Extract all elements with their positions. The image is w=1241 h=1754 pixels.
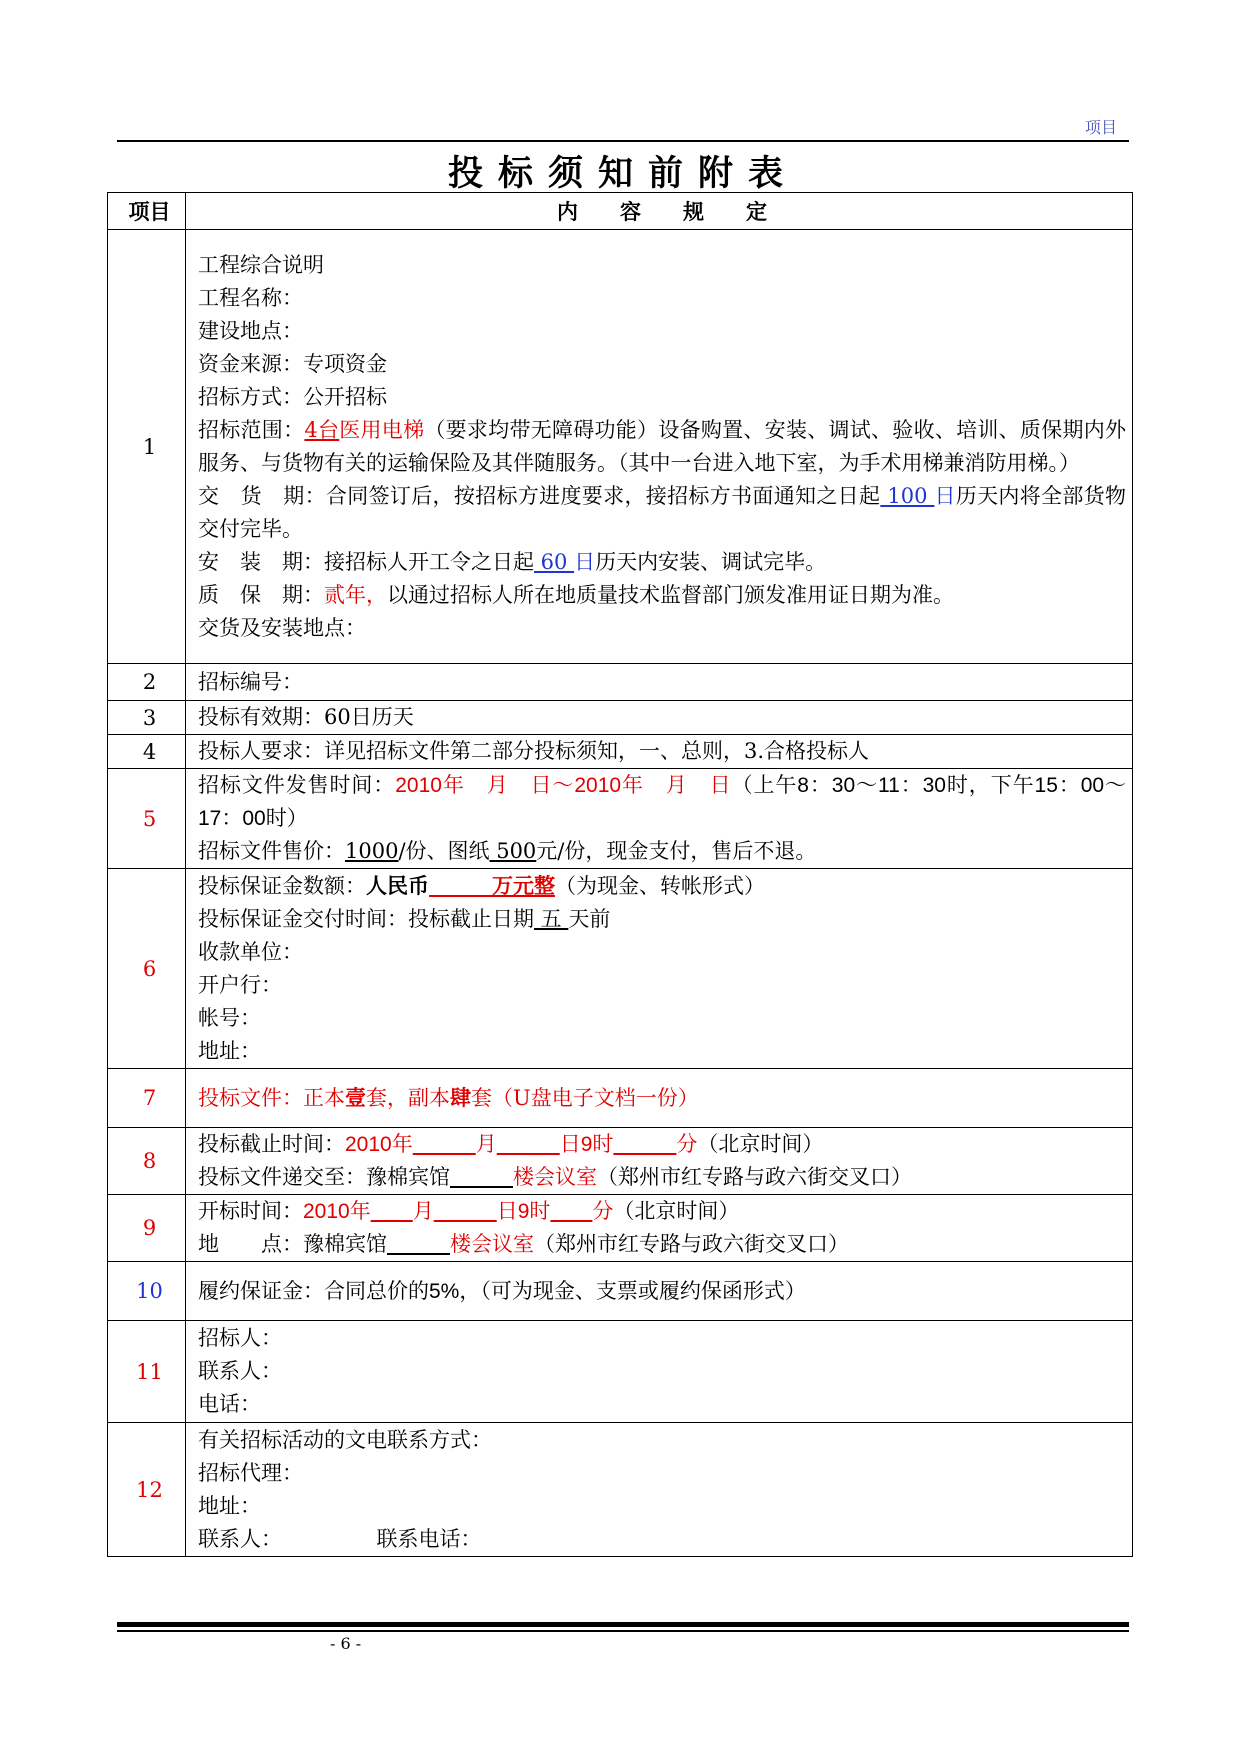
content-line bbox=[198, 1081, 1126, 1115]
row-content bbox=[186, 1195, 1133, 1262]
text-run: 交 货 期：合同签订后，按招标方进度要求，接招标方书面通知之日起 bbox=[198, 483, 881, 508]
text-run: 日 bbox=[934, 483, 956, 508]
content-line bbox=[198, 903, 1126, 936]
content-line bbox=[198, 1128, 1126, 1161]
text-run: （郑州市红专路与政六街交叉口） bbox=[534, 1232, 849, 1256]
table-row bbox=[108, 1262, 1133, 1321]
text-run bbox=[429, 874, 492, 898]
content-line bbox=[198, 1424, 1126, 1457]
text-run bbox=[613, 1132, 676, 1156]
text-run bbox=[550, 1199, 592, 1223]
text-run: 投标有效期：60日历天 bbox=[198, 705, 414, 729]
content-line bbox=[198, 579, 1126, 612]
content-line bbox=[198, 1195, 1126, 1228]
table-row bbox=[108, 769, 1133, 869]
row-number: 11 bbox=[108, 1321, 186, 1423]
text-run bbox=[371, 1199, 413, 1223]
text-run: 联系人： bbox=[198, 1359, 282, 1383]
text-run: 工程综合说明 bbox=[198, 252, 324, 277]
row-content bbox=[186, 664, 1133, 701]
content-line bbox=[198, 769, 1126, 835]
table-row bbox=[108, 1069, 1133, 1128]
content-line bbox=[198, 315, 1126, 348]
content-line bbox=[198, 936, 1126, 969]
text-run: 2010年 bbox=[303, 1200, 371, 1223]
content-line bbox=[198, 348, 1126, 381]
text-run: 帐号： bbox=[198, 1006, 261, 1030]
text-run: 60 bbox=[534, 549, 575, 574]
row-content bbox=[186, 769, 1133, 869]
text-run: 投标截止时间： bbox=[198, 1132, 345, 1156]
text-run: 楼会议室 bbox=[513, 1165, 597, 1189]
table-row bbox=[108, 664, 1133, 701]
text-run: 招标编号： bbox=[198, 669, 303, 694]
text-run: 履约保证金：合同总价的 bbox=[198, 1278, 429, 1303]
text-run: 日9时 bbox=[559, 1133, 614, 1156]
text-run: 投标文件：正本 bbox=[198, 1086, 345, 1110]
text-run: 电话： bbox=[198, 1392, 261, 1416]
content-line bbox=[198, 1523, 1126, 1556]
text-run: 万元整 bbox=[492, 873, 555, 898]
text-run: 开户行： bbox=[198, 973, 282, 997]
text-run: 分 bbox=[676, 1132, 698, 1156]
content-line bbox=[198, 480, 1126, 546]
content-line bbox=[198, 666, 1126, 699]
header-label: 项目 bbox=[1085, 118, 1118, 137]
footer-rule-thick bbox=[117, 1622, 1129, 1627]
row-number: 2 bbox=[108, 664, 186, 701]
header-rule bbox=[117, 140, 1129, 142]
table-row bbox=[108, 701, 1133, 735]
row-content bbox=[186, 1423, 1133, 1557]
text-run: 招标范围： bbox=[198, 417, 305, 442]
page-number: - 6 - bbox=[330, 1634, 362, 1653]
text-run: 2010年 月 日～2010年 月 日 bbox=[395, 774, 732, 797]
text-run: 壹 bbox=[345, 1085, 366, 1110]
row-content bbox=[186, 701, 1133, 735]
row-number: 12 bbox=[108, 1423, 186, 1557]
text-run: 投标保证金交付时间：投标截止日期 bbox=[198, 907, 534, 931]
row-number: 8 bbox=[108, 1128, 186, 1195]
text-run: （郑州市红专路与政六街交叉口） bbox=[597, 1165, 912, 1189]
content-line bbox=[198, 835, 1126, 868]
content-line bbox=[198, 1161, 1126, 1194]
text-run: 投标保证金数额： bbox=[198, 874, 366, 898]
content-line bbox=[198, 282, 1126, 315]
content-line bbox=[198, 869, 1126, 903]
text-run: 分 bbox=[592, 1199, 614, 1223]
text-run: 楼会议室 bbox=[450, 1232, 534, 1256]
row-content bbox=[186, 1069, 1133, 1128]
text-run: 1000 bbox=[345, 839, 399, 863]
instruction-table bbox=[107, 192, 1133, 1557]
table-row bbox=[108, 735, 1133, 769]
row-content bbox=[186, 230, 1133, 664]
table-row bbox=[108, 1128, 1133, 1195]
text-run: 100 bbox=[880, 483, 935, 508]
text-run: （可为现金、支票或履约保函形式） bbox=[480, 1278, 806, 1303]
text-run: 招标方式：公开招标 bbox=[198, 384, 387, 409]
text-run: 2010年 bbox=[345, 1133, 413, 1156]
text-run bbox=[497, 1132, 560, 1156]
text-run: （北京时间） bbox=[697, 1132, 824, 1156]
row-number: 9 bbox=[108, 1195, 186, 1262]
row-content bbox=[186, 735, 1133, 769]
text-run: 招标代理： bbox=[198, 1460, 303, 1485]
text-run: （上午8：30～11：30时，下午15：00～17：00时） bbox=[198, 774, 1127, 830]
table-row bbox=[108, 1321, 1133, 1423]
table-row bbox=[108, 1423, 1133, 1557]
row-number: 4 bbox=[108, 735, 186, 769]
text-run: 地址： bbox=[198, 1493, 261, 1518]
content-line bbox=[198, 249, 1126, 282]
row-content bbox=[186, 869, 1133, 1069]
text-run: 月 bbox=[475, 1132, 497, 1156]
content-line bbox=[198, 1275, 1126, 1308]
text-run: 投标人要求：详见招标文件第二部分投标须知，一、总则，3.合格投标人 bbox=[198, 739, 870, 763]
content-line bbox=[198, 381, 1126, 414]
footer-rule-thin bbox=[117, 1630, 1129, 1632]
row-number: 6 bbox=[108, 869, 186, 1069]
text-run: 交货及安装地点： bbox=[198, 615, 366, 640]
row-content bbox=[186, 1321, 1133, 1423]
content-line bbox=[198, 701, 1126, 734]
text-run: （要求均带无障碍功能）设备购置、安装、调试、验收、培训、质保期内外服务、与货物有关的运输保险及其伴随服务。（其中一台进入地下室，为手术用梯兼消防用梯。） bbox=[198, 417, 1127, 475]
text-run: 招标人： bbox=[198, 1326, 282, 1350]
row-number: 10 bbox=[108, 1262, 186, 1321]
text-run: /份、图纸 bbox=[398, 839, 490, 863]
row-number: 1 bbox=[108, 230, 186, 664]
text-run: 肆 bbox=[450, 1085, 471, 1110]
content-line bbox=[198, 1002, 1126, 1035]
text-run: 有关招标活动的文电联系方式： bbox=[198, 1427, 492, 1452]
text-run: 历天内安装、调试完毕。 bbox=[595, 549, 827, 574]
content-line bbox=[198, 1322, 1126, 1355]
text-run: 建设地点： bbox=[198, 318, 303, 343]
content-line bbox=[198, 1228, 1126, 1261]
row-number: 7 bbox=[108, 1069, 186, 1128]
text-run: 招标文件发售时间： bbox=[198, 773, 396, 797]
text-run: 套（U盘电子文档一份） bbox=[471, 1086, 699, 1110]
row-number: 3 bbox=[108, 701, 186, 735]
page-title: 投标须知前附表 bbox=[447, 153, 798, 194]
text-run: 500 bbox=[489, 839, 537, 863]
text-run: 历天内将全部货物交付完毕。 bbox=[198, 483, 1127, 541]
text-run: 招标文件售价： bbox=[198, 839, 345, 863]
text-run: 以通过招标人所在地质量技术监督部门颁发准用证日期为准。 bbox=[387, 582, 954, 607]
content-line bbox=[198, 612, 1126, 645]
text-run: 联系人： 联系电话： bbox=[198, 1526, 482, 1551]
text-run: 4台 bbox=[304, 417, 340, 442]
row-number: 5 bbox=[108, 769, 186, 869]
content-line bbox=[198, 1457, 1126, 1490]
text-run: 工程名称： bbox=[198, 285, 303, 310]
content-line bbox=[198, 546, 1126, 579]
text-run: 日9时 bbox=[496, 1200, 551, 1223]
text-run: 五 bbox=[534, 907, 569, 931]
text-run: 地址： bbox=[198, 1039, 261, 1063]
text-run: 元/份，现金支付，售后不退。 bbox=[536, 839, 817, 863]
text-run: 日 bbox=[574, 549, 596, 574]
content-line bbox=[198, 1490, 1126, 1523]
text-run: （为现金、转帐形式） bbox=[555, 874, 765, 898]
text-run: 地 点：豫棉宾馆 bbox=[198, 1232, 387, 1256]
text-run bbox=[434, 1199, 497, 1223]
text-run: （北京时间） bbox=[613, 1199, 740, 1223]
text-run bbox=[450, 1165, 513, 1189]
text-run: 资金来源：专项资金 bbox=[198, 351, 387, 376]
row-content bbox=[186, 1262, 1133, 1321]
content-line bbox=[198, 1355, 1126, 1388]
content-line bbox=[198, 1035, 1126, 1068]
text-run: 月 bbox=[412, 1199, 434, 1223]
content-line bbox=[198, 1388, 1126, 1421]
content-line bbox=[198, 414, 1126, 480]
column-header-content: 内 容 规 定 bbox=[186, 193, 1133, 230]
table-row bbox=[108, 1195, 1133, 1262]
text-run: 套，副本 bbox=[366, 1086, 450, 1110]
text-run: 收款单位： bbox=[198, 940, 303, 964]
text-run: 人民币 bbox=[366, 873, 429, 898]
table-header-row bbox=[108, 193, 1133, 230]
column-header-item: 项目 bbox=[108, 193, 186, 230]
text-run: 医用电梯 bbox=[339, 417, 425, 442]
content-line bbox=[198, 735, 1126, 768]
text-run: 开标时间： bbox=[198, 1199, 303, 1223]
table-row bbox=[108, 230, 1133, 664]
text-run: 安 装 期：接招标人开工令之日起 bbox=[198, 549, 534, 574]
text-run: 5%， bbox=[429, 1279, 481, 1303]
text-run: 天前 bbox=[568, 907, 611, 931]
text-run: 质 保 期： bbox=[198, 582, 324, 607]
text-run bbox=[387, 1232, 450, 1256]
text-run: 投标文件递交至：豫棉宾馆 bbox=[198, 1165, 450, 1189]
text-run: 贰年， bbox=[324, 582, 387, 607]
content-line bbox=[198, 969, 1126, 1002]
text-run bbox=[413, 1132, 476, 1156]
row-content bbox=[186, 1128, 1133, 1195]
table-row bbox=[108, 869, 1133, 1069]
